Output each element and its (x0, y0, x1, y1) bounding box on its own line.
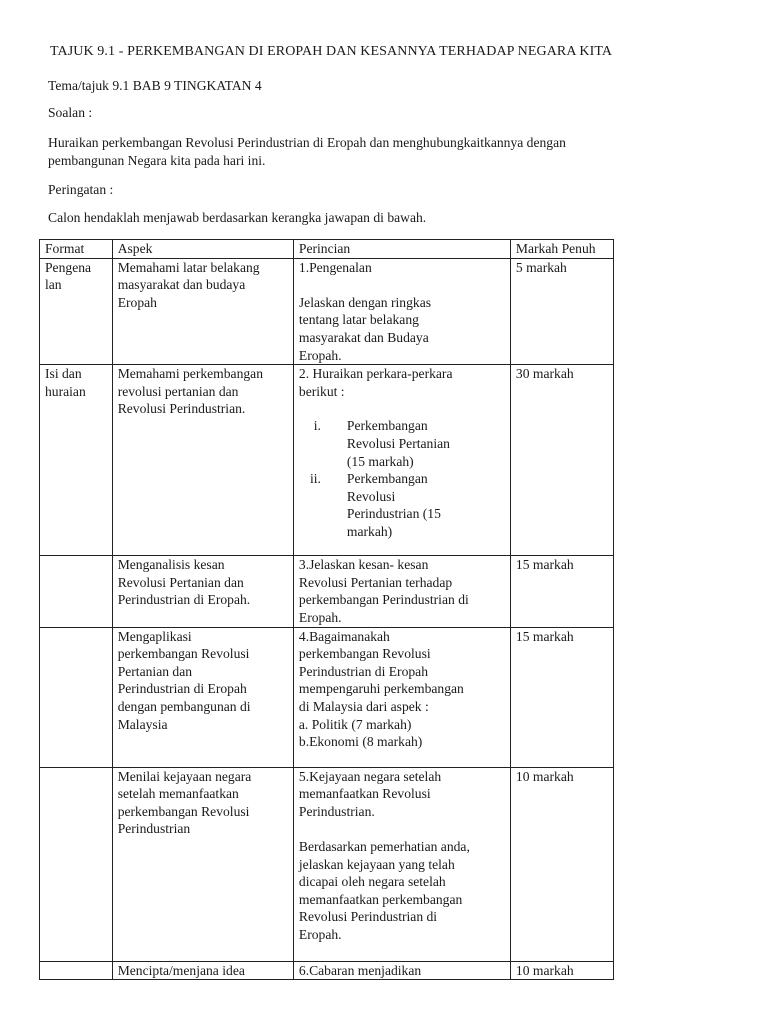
cell-perincian (293, 627, 510, 767)
cell-perincian (293, 258, 510, 365)
aspek-text: masyarakat dan budaya (117, 277, 246, 293)
perincian-text: di Malaysia dari aspek : (298, 698, 429, 714)
header-perincian: Perincian (293, 240, 510, 259)
list-item-number: ii. (309, 471, 321, 487)
cell-format (40, 961, 113, 980)
perincian-text: Perindustrian di Eropah (298, 663, 429, 679)
table-row (40, 627, 614, 767)
perincian-text: mempengaruhi perkembangan (298, 681, 464, 697)
header-aspek: Aspek (112, 240, 293, 259)
perincian-text: a. Politik (7 markah) (298, 716, 412, 732)
question-label: Soalan : (48, 105, 93, 120)
perincian-heading: 1.Pengenalan (298, 259, 372, 275)
aspek-text: Revolusi Perindustrian. (117, 401, 246, 417)
perincian-heading: berikut : (298, 383, 345, 399)
perincian-heading: 5.Kejayaan negara setelah (298, 768, 442, 784)
perincian-text: Berdasarkan pemerhatian anda, (298, 838, 470, 854)
aspek-text: perkembangan Revolusi (117, 646, 250, 662)
format-text: huraian (45, 383, 86, 399)
perincian-text: Eropah. (298, 926, 342, 942)
perincian-text: 3.Jelaskan kesan- kesan (298, 557, 429, 573)
cell-markah: 10 markah (510, 961, 613, 980)
perincian-text: memanfaatkan perkembangan (298, 891, 463, 907)
cell-format (40, 258, 113, 365)
format-text: lan (45, 277, 62, 293)
aspek-text: Mengaplikasi (117, 628, 192, 644)
aspek-text: perkembangan Revolusi (117, 803, 250, 819)
perincian-text: Jelaskan dengan ringkas (298, 294, 432, 310)
perincian-text: 6.Cabaran menjadikan (298, 962, 422, 978)
list-item-text: Perindustrian (15 (346, 506, 441, 522)
perincian-text: b.Ekonomi (8 markah) (298, 734, 423, 750)
cell-markah: 15 markah (510, 556, 613, 627)
perincian-text: Revolusi Pertanian terhadap (298, 574, 453, 590)
table-header-row (40, 240, 614, 259)
cell-perincian (293, 365, 510, 556)
perincian-text: 4.Bagaimanakah (298, 628, 390, 644)
cell-aspek (112, 258, 293, 365)
answer-framework-table (39, 239, 614, 980)
aspek-text: Memahami latar belakang (117, 259, 260, 275)
table-row (40, 556, 614, 627)
list-item-text: (15 markah) (346, 453, 414, 469)
instruction-text: Calon hendaklah menjawab berdasarkan kerangka jawapan di bawah. (48, 210, 427, 225)
cell-aspek (112, 556, 293, 627)
perincian-text: dicapai oleh negara setelah (298, 874, 446, 890)
list-item-text: Revolusi Pertanian (346, 435, 450, 451)
cell-aspek (112, 961, 293, 980)
perincian-heading: 2. Huraikan perkara-perkara (298, 366, 453, 382)
format-text: Pengena (45, 259, 92, 275)
list-item-text: Perkembangan (346, 471, 428, 487)
cell-format (40, 365, 113, 556)
theme-line: Tema/tajuk 9.1 BAB 9 TINGKATAN 4 (48, 78, 262, 93)
aspek-text: Menganalisis kesan (117, 557, 225, 573)
perincian-text: perkembangan Revolusi (298, 646, 431, 662)
list-item-text: markah) (346, 523, 393, 539)
aspek-text: Pertanian dan (117, 663, 193, 679)
format-text: Isi dan (45, 366, 82, 382)
aspek-text: Memahami perkembangan (117, 366, 264, 382)
question-text (48, 134, 688, 169)
list-item (299, 470, 506, 540)
header-format: Format (40, 240, 113, 259)
perincian-heading: memanfaatkan Revolusi (298, 786, 431, 802)
cell-perincian (293, 767, 510, 961)
perincian-text: Revolusi Perindustrian di (298, 909, 438, 925)
aspek-text: Eropah (117, 294, 157, 310)
cell-format (40, 556, 113, 627)
perincian-heading: Perindustrian. (298, 803, 375, 819)
cell-aspek (112, 365, 293, 556)
question-line: Huraikan perkembangan Revolusi Perindustrian di Eropah dan menghubungkaitkannya dengan (48, 135, 566, 150)
aspek-text: Perindustrian di Eropah (117, 681, 247, 697)
list-item (299, 417, 506, 470)
cell-markah: 10 markah (510, 767, 613, 961)
aspek-text: Perindustrian (117, 821, 191, 837)
cell-aspek (112, 767, 293, 961)
list-item-text: Revolusi (346, 488, 396, 504)
perincian-text: perkembangan Perindustrian di (298, 592, 469, 608)
cell-markah: 15 markah (510, 627, 613, 767)
list-item-number: i. (313, 418, 321, 434)
perincian-text: jelaskan kejayaan yang telah (298, 856, 455, 872)
table-row (40, 767, 614, 961)
aspek-text: setelah memanfaatkan (117, 786, 239, 802)
warning-label: Peringatan : (48, 182, 114, 197)
perincian-text: masyarakat dan Budaya (298, 329, 429, 345)
cell-markah: 30 markah (510, 365, 613, 556)
cell-perincian (293, 556, 510, 627)
perincian-text: Eropah. (298, 609, 342, 625)
list-item-text: Perkembangan (346, 418, 428, 434)
table-row (40, 365, 614, 556)
header-markah: Markah Penuh (510, 240, 613, 259)
cell-markah: 5 markah (510, 258, 613, 365)
perincian-text: tentang latar belakang (298, 312, 419, 328)
perincian-text: Eropah. (298, 347, 342, 363)
table-row (40, 258, 614, 365)
aspek-text: dengan pembangunan di (117, 698, 251, 714)
table-row (40, 961, 614, 980)
aspek-text: Menilai kejayaan negara (117, 768, 252, 784)
cell-format (40, 767, 113, 961)
cell-perincian (293, 961, 510, 980)
cell-aspek (112, 627, 293, 767)
aspek-text: Revolusi Pertanian dan (117, 574, 244, 590)
aspek-text: Mencipta/menjana idea (117, 962, 245, 978)
aspek-text: Malaysia (117, 716, 168, 732)
aspek-text: Perindustrian di Eropah. (117, 592, 251, 608)
aspek-text: revolusi pertanian dan (117, 383, 239, 399)
document-title: TAJUK 9.1 - PERKEMBANGAN DI EROPAH DAN KESANNYA TERHADAP NEGARA KITA (50, 44, 613, 59)
cell-format (40, 627, 113, 767)
perincian-sublist (299, 417, 506, 540)
question-line: pembangunan Negara kita pada hari ini. (48, 152, 266, 168)
